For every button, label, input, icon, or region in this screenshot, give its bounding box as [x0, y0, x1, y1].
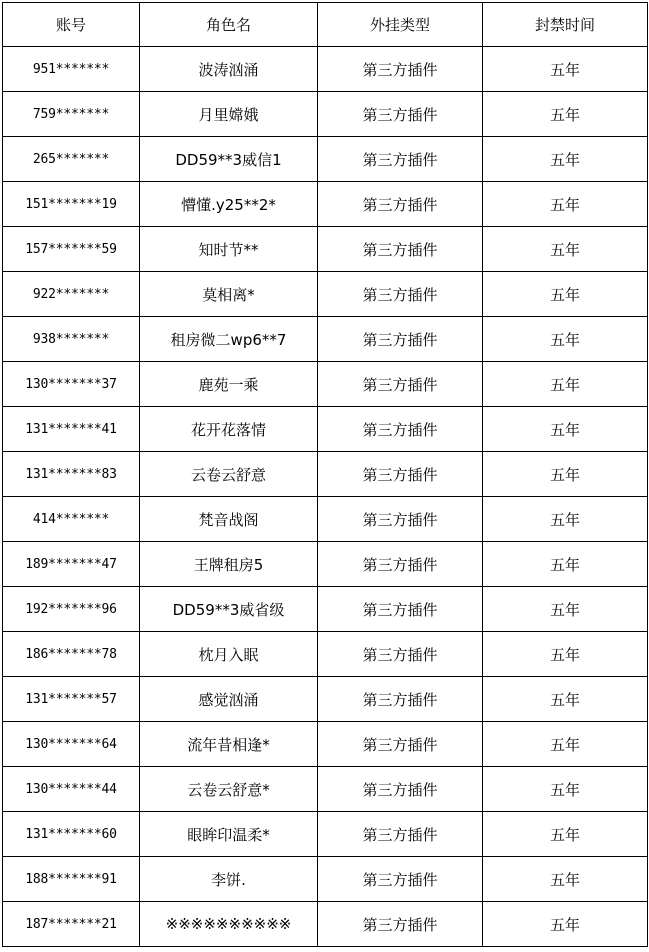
cheat-type-cell: 第三方插件 [318, 272, 483, 317]
table-row [3, 272, 648, 317]
cheat-type-cell: 第三方插件 [318, 857, 483, 902]
cheat-type-cell: 第三方插件 [318, 227, 483, 272]
account-cell: 130*******44 [3, 767, 140, 812]
table-row [3, 317, 648, 362]
account-cell: 759******* [3, 92, 140, 137]
ban-list-table [2, 2, 648, 947]
cheat-type-cell: 第三方插件 [318, 722, 483, 767]
ban-duration-cell: 五年 [483, 767, 648, 812]
cheat-type-cell: 第三方插件 [318, 362, 483, 407]
ban-duration-cell: 五年 [483, 632, 648, 677]
cheat-type-cell: 第三方插件 [318, 902, 483, 947]
account-cell: 188*******91 [3, 857, 140, 902]
role-name-cell: 感觉汹涌 [140, 677, 318, 722]
account-cell: 130*******64 [3, 722, 140, 767]
table-row [3, 92, 648, 137]
ban-duration-cell: 五年 [483, 47, 648, 92]
account-cell: 131*******83 [3, 452, 140, 497]
cheat-type-cell: 第三方插件 [318, 632, 483, 677]
table-row [3, 902, 648, 947]
account-cell: 131*******41 [3, 407, 140, 452]
role-name-cell: 梵音战阁 [140, 497, 318, 542]
account-cell: 951******* [3, 47, 140, 92]
role-name-cell: 波涛汹涌 [140, 47, 318, 92]
ban-duration-cell: 五年 [483, 812, 648, 857]
table-row [3, 812, 648, 857]
table-row [3, 767, 648, 812]
role-name-cell: 眼眸印温柔* [140, 812, 318, 857]
cheat-type-cell: 第三方插件 [318, 767, 483, 812]
ban-duration-cell: 五年 [483, 497, 648, 542]
column-header-ban-duration: 封禁时间 [483, 3, 648, 47]
account-cell: 130*******37 [3, 362, 140, 407]
account-cell: 265******* [3, 137, 140, 182]
table-row [3, 362, 648, 407]
role-name-cell: 李饼. [140, 857, 318, 902]
column-header-account: 账号 [3, 3, 140, 47]
ban-duration-cell: 五年 [483, 137, 648, 182]
account-cell: 131*******60 [3, 812, 140, 857]
table-row [3, 542, 648, 587]
role-name-cell: DD59**3威信1 [140, 137, 318, 182]
ban-duration-cell: 五年 [483, 587, 648, 632]
table-body [3, 47, 648, 947]
cheat-type-cell: 第三方插件 [318, 92, 483, 137]
account-cell: 186*******78 [3, 632, 140, 677]
account-cell: 414******* [3, 497, 140, 542]
role-name-cell: 租房微二wp6**7 [140, 317, 318, 362]
cheat-type-cell: 第三方插件 [318, 497, 483, 542]
account-cell: 131*******57 [3, 677, 140, 722]
ban-duration-cell: 五年 [483, 227, 648, 272]
table-row [3, 137, 648, 182]
table-row [3, 227, 648, 272]
cheat-type-cell: 第三方插件 [318, 812, 483, 857]
header-row [3, 3, 648, 47]
ban-duration-cell: 五年 [483, 677, 648, 722]
column-header-role: 角色名 [140, 3, 318, 47]
role-name-cell: 莫相离* [140, 272, 318, 317]
role-name-cell: 流年昔相逢* [140, 722, 318, 767]
table-row [3, 677, 648, 722]
table-row [3, 857, 648, 902]
ban-duration-cell: 五年 [483, 452, 648, 497]
cheat-type-cell: 第三方插件 [318, 47, 483, 92]
account-cell: 922******* [3, 272, 140, 317]
cheat-type-cell: 第三方插件 [318, 452, 483, 497]
account-cell: 938******* [3, 317, 140, 362]
role-name-cell: 懵懂.y25**2* [140, 182, 318, 227]
ban-duration-cell: 五年 [483, 722, 648, 767]
cheat-type-cell: 第三方插件 [318, 137, 483, 182]
role-name-cell: 花开花落情 [140, 407, 318, 452]
table-row [3, 632, 648, 677]
ban-duration-cell: 五年 [483, 407, 648, 452]
ban-duration-cell: 五年 [483, 92, 648, 137]
role-name-cell: 知时节** [140, 227, 318, 272]
ban-duration-cell: 五年 [483, 857, 648, 902]
role-name-cell: 月里嫦娥 [140, 92, 318, 137]
role-name-cell: ※※※※※※※※※※ [140, 902, 318, 947]
cheat-type-cell: 第三方插件 [318, 182, 483, 227]
account-cell: 187*******21 [3, 902, 140, 947]
table-header [3, 3, 648, 47]
cheat-type-cell: 第三方插件 [318, 587, 483, 632]
ban-duration-cell: 五年 [483, 902, 648, 947]
account-cell: 189*******47 [3, 542, 140, 587]
table-row [3, 47, 648, 92]
table-row [3, 497, 648, 542]
role-name-cell: 云卷云舒意* [140, 767, 318, 812]
role-name-cell: 枕月入眠 [140, 632, 318, 677]
role-name-cell: 王牌租房5 [140, 542, 318, 587]
table-row [3, 452, 648, 497]
cheat-type-cell: 第三方插件 [318, 317, 483, 362]
ban-duration-cell: 五年 [483, 182, 648, 227]
ban-duration-cell: 五年 [483, 317, 648, 362]
table-row [3, 407, 648, 452]
table-row [3, 722, 648, 767]
ban-duration-cell: 五年 [483, 272, 648, 317]
cheat-type-cell: 第三方插件 [318, 407, 483, 452]
role-name-cell: 鹿苑一乘 [140, 362, 318, 407]
table-row [3, 587, 648, 632]
role-name-cell: 云卷云舒意 [140, 452, 318, 497]
account-cell: 192*******96 [3, 587, 140, 632]
account-cell: 157*******59 [3, 227, 140, 272]
table-row [3, 182, 648, 227]
cheat-type-cell: 第三方插件 [318, 677, 483, 722]
cheat-type-cell: 第三方插件 [318, 542, 483, 587]
ban-duration-cell: 五年 [483, 362, 648, 407]
ban-duration-cell: 五年 [483, 542, 648, 587]
role-name-cell: DD59**3威省级 [140, 587, 318, 632]
column-header-cheat-type: 外挂类型 [318, 3, 483, 47]
account-cell: 151*******19 [3, 182, 140, 227]
